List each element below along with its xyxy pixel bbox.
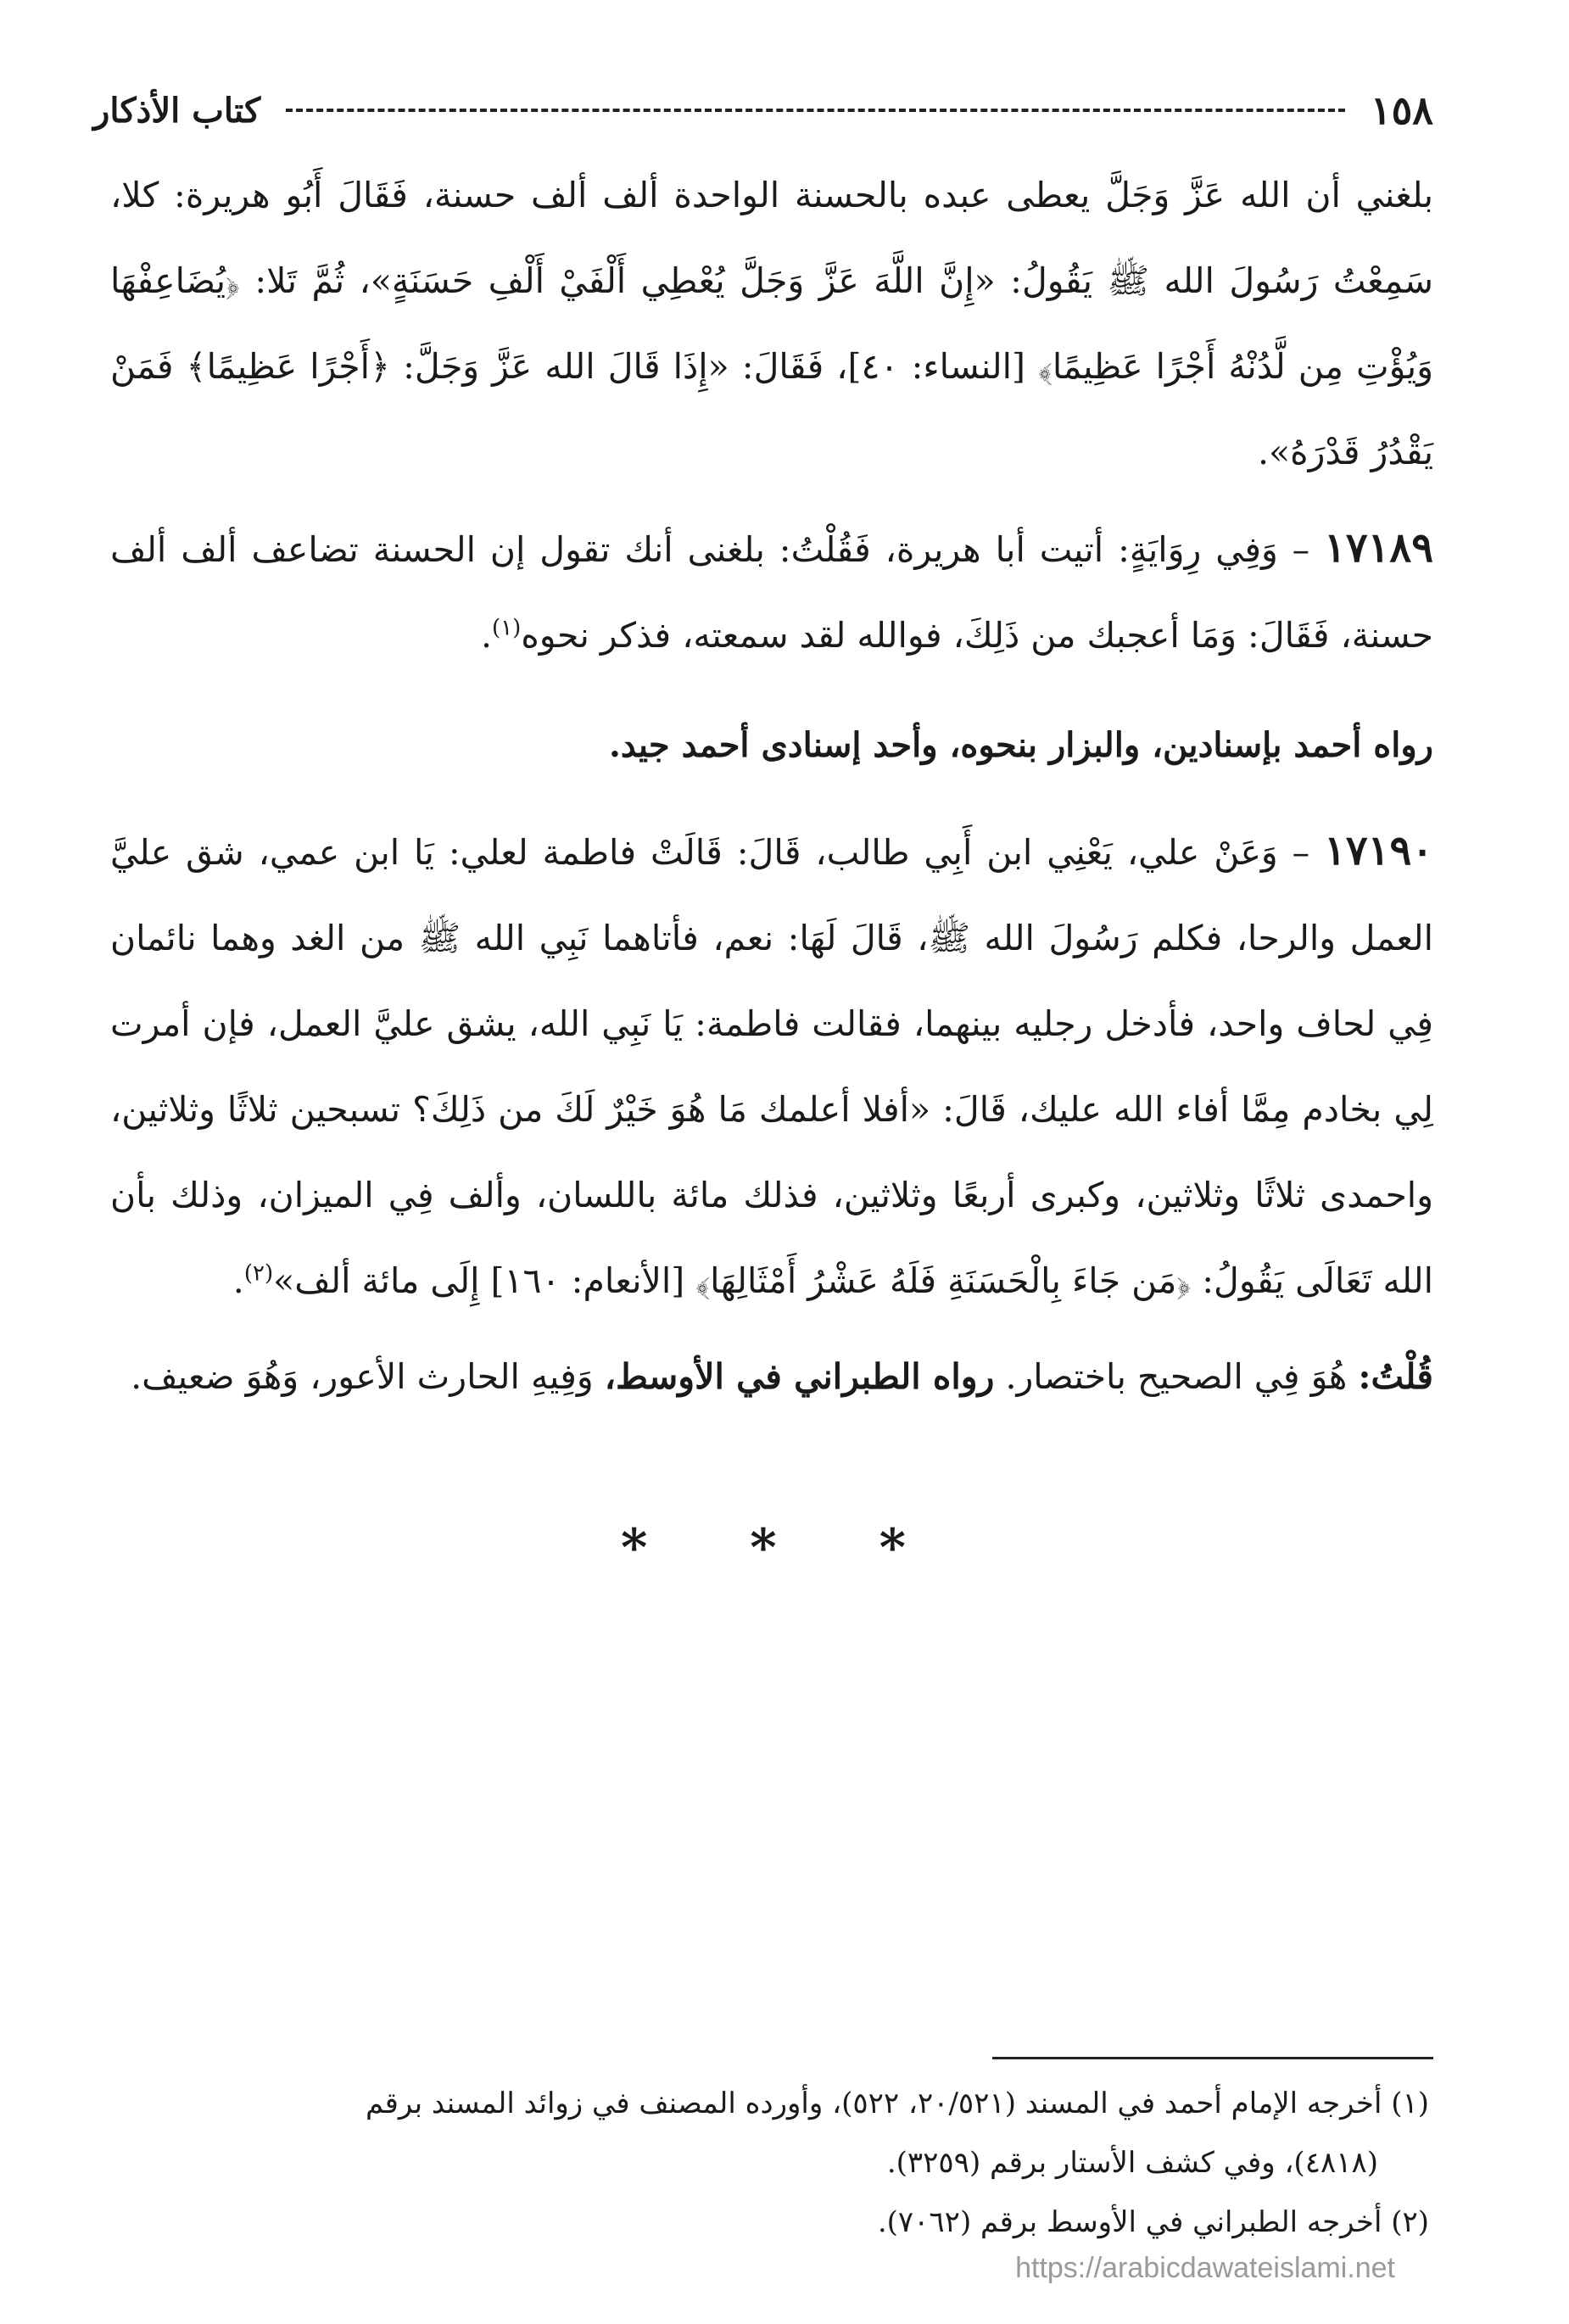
footnote-marker: (٢): [243, 1260, 274, 1287]
page-number: ١٥٨: [1370, 87, 1433, 133]
source-text: رواه أحمد بإسنادين، والبزار بنحوه، وأحد إسنادى أحمد جيد.: [608, 725, 1433, 765]
commentary-source: رواه الطبراني في الأوسط،: [604, 1356, 995, 1397]
hadith-end: .: [232, 1260, 244, 1301]
main-text: [110, 153, 1433, 1430]
footnote-2: [119, 2193, 1429, 2252]
source-note: [110, 702, 1433, 788]
hadith-17190: [110, 808, 1433, 1324]
watermark-url: https://arabicdawateislami.net: [1015, 2252, 1395, 2284]
footnote-1-text-cont: (٤٨١٨)، وفي كشف الأستار برقم (٣٢٥٩).: [886, 2146, 1378, 2180]
commentary-paragraph: [110, 1334, 1433, 1420]
section-separator: * * *: [621, 1518, 948, 1578]
commentary-lead: قُلْتُ:: [1358, 1356, 1433, 1397]
page-header: [93, 81, 1433, 140]
commentary-text: هُوَ فِي الصحيح باختصار.: [1005, 1356, 1348, 1397]
hadith-text: – وَفِي رِوَايَةٍ: أتيت أبا هريرة، فَقُلْتُ: بلغنى أنك تقول إن الحسنة تضاعف ألف ألف حسنة، فَقَالَ: وَمَا أعجبك من ذَلِكَ، فوالله لقد سمعته، فذكر نحوه: [110, 529, 1433, 656]
footnote-rule: [992, 2057, 1433, 2059]
header-dashed-rule: [286, 109, 1345, 112]
footnote-marker: (١): [492, 615, 522, 641]
hadith-number: ١٧١٨٩: [1324, 524, 1433, 572]
hadith-number: ١٧١٩٠: [1324, 827, 1433, 874]
hadith-text: – وَعَنْ علي، يَعْنِي ابن أَبِي طالب، قَالَ: قَالَتْ فاطمة لعلي: يَا ابن عمي، شق عليَّ العمل والرحا، فكلم رَسُولَ الله ﷺ، قَالَ لَهَا: نعم، فأتاهما نَبِي الله ﷺ من الغد وهما نائمان فِي لحاف واحد، فأدخل رجليه بينهما، فقالت فاطمة: يَا نَبِي الله، يشق عليَّ العمل، فإن أمرت لِي بخادم مِمَّا أفاء الله عليك، قَالَ: «أفلا أعلمك مَا هُوَ خَيْرٌ لَكَ من ذَلِكَ؟ تسبحين ثلاثًا وثلاثين، واحمدى ثلاثًا وثلاثين، وكبرى أربعًا وثلاثين، فذلك مائة باللسان، وألف فِي الميزان، وذلك بأن الله تَعَالَى يَقُولُ: ﴿مَن جَاءَ بِالْحَسَنَةِ فَلَهُ عَشْرُ أَمْثَالِهَا﴾ [الأنعام: ١٦٠] إِلَى مائة ألف»: [110, 832, 1433, 1301]
footnote-1-continuation: [119, 2133, 1429, 2193]
hadith-17189: [110, 506, 1433, 679]
paragraph-text: بلغني أن الله عَزَّ وَجَلَّ يعطى عبده بالحسنة الواحدة ألف ألف حسنة، فَقَالَ أَبُو هريرة: كلا، سَمِعْتُ رَسُولَ الله ﷺ يَقُولُ: «إِنَّ اللَّهَ عَزَّ وَجَلَّ يُعْطِي أَلْفَيْ أَلْفِ حَسَنَةٍ»، ثُمَّ تَلا: ﴿يُضَاعِفْهَا وَيُؤْتِ مِن لَّدُنْهُ أَجْرًا عَظِيمًا﴾ [النساء: ٤٠]، فَقَالَ: «إِذَا قَالَ الله عَزَّ وَجَلَّ: ﴿أَجْرًا عَظِيمًا﴾ فَمَنْ يَقْدُرُ قَدْرَهُ».: [110, 175, 1434, 472]
paragraph-continuation: [110, 153, 1433, 495]
book-title: كتاب الأذكار: [93, 90, 261, 131]
footnotes: [119, 2074, 1429, 2252]
hadith-end: .: [481, 615, 493, 656]
footnote-2-text: (٢) أخرجه الطبراني في الأوسط برقم (٧٠٦٢).: [877, 2205, 1429, 2239]
commentary-end: وَفِيهِ الحارث الأعور، وَهُوَ ضعيف.: [131, 1356, 594, 1397]
footnote-1: [119, 2074, 1429, 2133]
footnote-1-text: (١) أخرجه الإمام أحمد في المسند (٢٠/٥٢١، ٥٢٢)، وأورده المصنف في زوائد المسند برقم: [366, 2087, 1429, 2120]
